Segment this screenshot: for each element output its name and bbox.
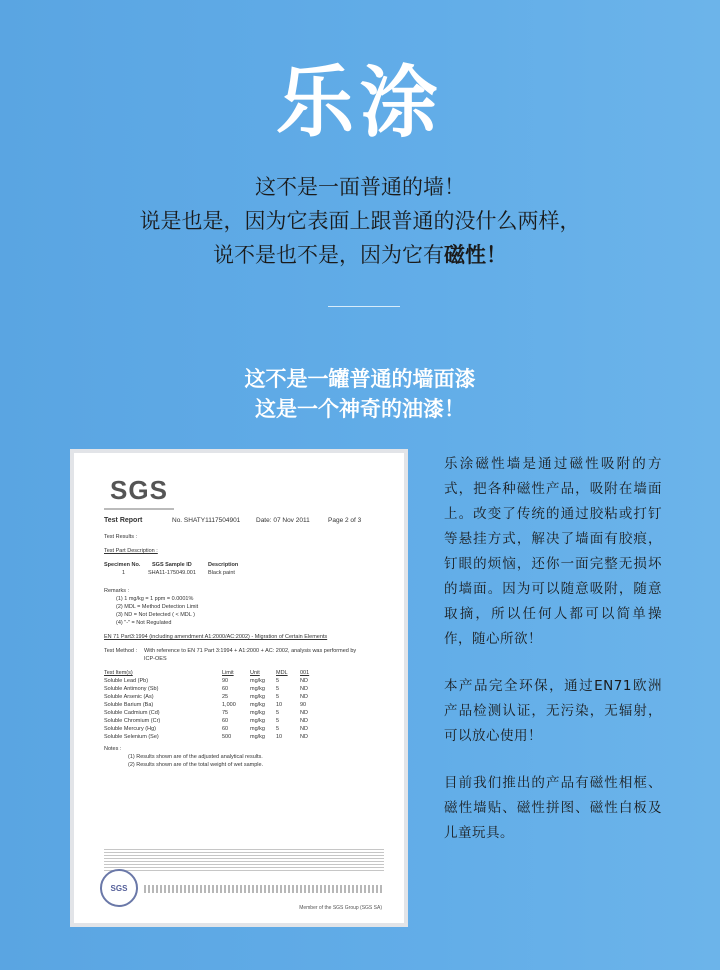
- table-cell: Soluble Barium (Ba): [104, 702, 154, 708]
- report-fine-print: [104, 849, 384, 871]
- description-paragraph-2: 本产品完全环保，通过EN71欧洲产品检测认证，无污染，无辐射，可以放心使用！: [444, 678, 662, 744]
- report-date: Date: 07 Nov 2011: [256, 517, 310, 524]
- specimen-no: 1: [122, 570, 126, 576]
- intro-line-1: 这不是一面普通的墙！: [255, 175, 465, 199]
- table-cell: mg/kg: [250, 734, 265, 740]
- table-header-cell: Unit: [250, 670, 260, 676]
- table-cell: 10: [276, 734, 283, 740]
- report-page: Page 2 of 3: [328, 517, 362, 524]
- table-cell: mg/kg: [250, 726, 265, 732]
- table-cell: ND: [300, 726, 308, 732]
- table-row: [104, 677, 384, 685]
- method-text-1: With reference to EN 71 Part 3:1994 + A1:2000 + AC: 2002, analysis was performed by: [144, 648, 357, 654]
- table-cell: 500: [222, 734, 232, 740]
- table-cell: 5: [276, 726, 280, 732]
- sgs-id-col: SGS Sample ID: [152, 562, 192, 568]
- results-table: [104, 669, 384, 741]
- note-2: (2) Results shown are of the total weight of wet sample.: [128, 762, 264, 768]
- table-cell: ND: [300, 678, 308, 684]
- table-cell: 90: [222, 678, 229, 684]
- specimen-table: [104, 561, 384, 577]
- table-cell: Soluble Selenium (Se): [104, 734, 159, 740]
- sgs-logo: SGS: [104, 473, 174, 510]
- table-cell: mg/kg: [250, 710, 265, 716]
- description-paragraph-3: 目前我们推出的产品有磁性相框、磁性墙贴、磁性拼图、磁性白板及儿童玩具。: [444, 775, 662, 841]
- table-cell: Soluble Lead (Pb): [104, 678, 149, 684]
- report-number: No. SHATY1117504901: [172, 517, 241, 524]
- specimen-desc: Black paint: [208, 570, 235, 576]
- intro-line-3: [0, 238, 720, 272]
- specimen-id: SHA11-175049.001: [148, 570, 196, 576]
- remarks-label: Remarks :: [104, 588, 130, 594]
- test-report-image: [74, 453, 404, 923]
- table-cell: 90: [300, 702, 307, 708]
- report-address: [144, 885, 384, 893]
- table-cell: 60: [222, 686, 229, 692]
- table-cell: Soluble Antimony (Sb): [104, 686, 159, 692]
- table-cell: 5: [276, 718, 280, 724]
- table-cell: ND: [300, 686, 308, 692]
- remarks: [104, 587, 384, 627]
- table-cell: ND: [300, 718, 308, 724]
- table-cell: 10: [276, 702, 283, 708]
- slogan-line-2: 这是一个神奇的油漆！: [255, 397, 465, 421]
- method-text-2: ICP-OES: [144, 656, 167, 662]
- product-description: [444, 452, 662, 868]
- table-header-cell: Limit: [222, 670, 234, 676]
- table-cell: mg/kg: [250, 718, 265, 724]
- table-cell: ND: [300, 694, 308, 700]
- intro-line-2: 说是也是，因为它表面上跟普通的没什么两样，: [139, 209, 581, 233]
- table-row: [104, 709, 384, 717]
- table-cell: Soluble Arsenic (As): [104, 694, 154, 700]
- table-cell: mg/kg: [250, 686, 265, 692]
- report-member: Member of the SGS Group (SGS SA): [299, 905, 382, 911]
- intro-line-3-prefix: 说不是也不是，因为它有: [213, 243, 444, 267]
- note-1: (1) Results shown are of the adjusted analytical results.: [128, 754, 263, 760]
- slogan-line-1: 这不是一罐普通的墙面漆: [244, 367, 476, 391]
- intro-line-3-bold: 磁性！: [444, 243, 507, 267]
- intro-text: [0, 170, 720, 272]
- table-row: [104, 701, 384, 709]
- table-header-cell: MDL: [276, 670, 288, 676]
- table-cell: 60: [222, 718, 229, 724]
- table-header-cell: Test Item(s): [104, 670, 133, 676]
- table-row: [104, 693, 384, 701]
- table-cell: Soluble Mercury (Hg): [104, 726, 156, 732]
- table-row: [104, 733, 384, 741]
- desc-col: Description: [208, 562, 239, 568]
- divider: [328, 306, 400, 307]
- method-label: Test Method :: [104, 648, 138, 654]
- table-cell: 5: [276, 710, 280, 716]
- report-results-label: Test Results :: [104, 534, 138, 540]
- notes-label: Notes :: [104, 746, 122, 752]
- remark-4: (4) "-" = Not Regulated: [116, 620, 172, 626]
- report-title: Test Report: [104, 517, 143, 524]
- page-title: 乐涂: [275, 58, 444, 148]
- table-cell: 5: [276, 686, 280, 692]
- table-header-cell: 001: [300, 670, 310, 676]
- table-header: [104, 669, 384, 677]
- remark-3: (3) ND = Not Detected ( < MDL ): [116, 612, 195, 618]
- table-cell: ND: [300, 710, 308, 716]
- test-method: [104, 647, 384, 663]
- table-row: [104, 725, 384, 733]
- table-cell: mg/kg: [250, 694, 265, 700]
- table-cell: 5: [276, 678, 280, 684]
- table-cell: 75: [222, 710, 229, 716]
- slogan: [0, 364, 720, 424]
- report-part-desc: Test Part Description :: [104, 548, 158, 554]
- test-standard: EN 71 Part3:1994 (including amendment A1:2000/AC:2002) - Migration of Certain Elements: [104, 634, 328, 640]
- table-cell: 1,000: [222, 702, 236, 708]
- table-cell: 5: [276, 694, 280, 700]
- table-cell: Soluble Chromium (Cr): [104, 718, 161, 724]
- remark-1: (1) 1 mg/kg = 1 ppm = 0.0001%: [116, 596, 194, 602]
- table-row: [104, 685, 384, 693]
- description-paragraph-1: 乐涂磁性墙是通过磁性吸附的方式，把各种磁性产品，吸附在墙面上。改变了传统的通过胶粘或打钉等悬挂方式，解决了墙面有胶痕，钉眼的烦恼，还你一面完整无损坏的墙面。因为可以随意吸附，随意取摘，所以任何人都可以简单操作，随心所欲！: [444, 456, 662, 647]
- table-cell: 60: [222, 726, 229, 732]
- table-row: [104, 717, 384, 725]
- sgs-stamp: SGS: [100, 869, 138, 907]
- table-cell: mg/kg: [250, 702, 265, 708]
- table-cell: ND: [300, 734, 308, 740]
- table-cell: mg/kg: [250, 678, 265, 684]
- table-cell: 25: [222, 694, 229, 700]
- notes: [104, 745, 384, 769]
- remark-2: (2) MDL = Method Detection Limit: [116, 604, 199, 610]
- specimen-col: Specimen No.: [104, 562, 141, 568]
- table-cell: Soluble Cadmium (Cd): [104, 710, 160, 716]
